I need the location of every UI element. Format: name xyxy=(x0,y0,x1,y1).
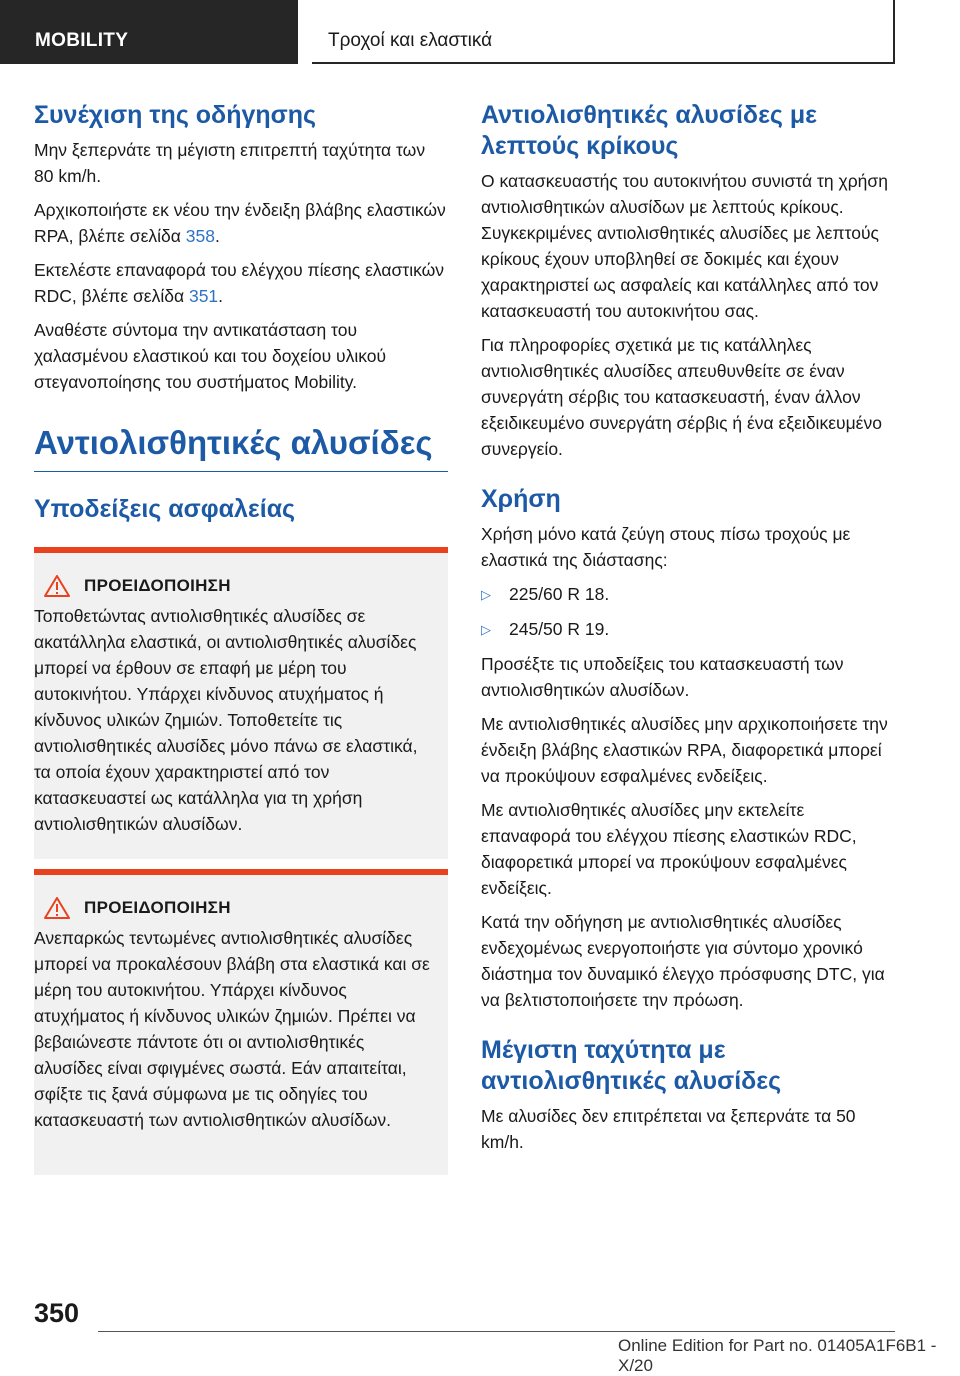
warning-box-2 xyxy=(34,869,448,1175)
warning-triangle-icon xyxy=(34,575,80,597)
list-item: ▷ 225/60 R 18. xyxy=(481,581,896,608)
chapter-title: Τροχοί και ελαστικά xyxy=(312,0,895,64)
safety-notes-heading: Υποδείξεις ασφαλείας xyxy=(34,495,296,523)
use-paragraph-5: Κατά την οδήγηση με αντιολισθητικές αλυσίδες ενδεχομένως ενεργοποιήστε για σύντομο χρονικό διάστημα τον δυναμικό έλεγχο πρόσφυσης DTC, για να βελτιστοποιήσετε την πρόωση. xyxy=(481,912,885,1010)
max-speed-heading: Μέγιστη ταχύτητα με αντιολισθητικές αλυσίδες xyxy=(481,1036,782,1095)
triangle-bullet-icon: ▷ xyxy=(481,587,491,602)
warning-header xyxy=(34,575,430,597)
thin-paragraph-2: Για πληροφορίες σχετικά με τις κατάλληλες αντιολισθητικές αλυσίδες απευθυνθείτε σε έναν συνεργάτη σέρβις του κατασκευαστή, έναν άλλον εξειδικευμένο συνεργάτη σέρβις ή ένα εξειδικευμένο συνεργείο. xyxy=(481,335,882,459)
section-tab: MOBILITY xyxy=(0,0,298,64)
footer-divider xyxy=(98,1331,895,1332)
use-paragraph-2: Προσέξτε τις υποδείξεις του κατασκευαστή των αντιολισθητικών αλυσίδων. xyxy=(481,654,844,700)
warning-title: ΠΡΟΕΙΔΟΠΟΙΗΣΗ xyxy=(84,898,231,917)
thin-link-chains-heading: Αντιολισθητικές αλυσίδες με λεπτούς κρίκους xyxy=(481,101,818,160)
continue-paragraph-1: Μην ξεπερνάτε τη μέγιστη επιτρεπτή ταχύτητα των 80 km/h. xyxy=(34,140,426,186)
warning-title: ΠΡΟΕΙΔΟΠΟΙΗΣΗ xyxy=(84,576,231,595)
speed-paragraph-1: Με αλυσίδες δεν επιτρέπεται να ξεπερνάτε τα 50 km/h. xyxy=(481,1106,856,1152)
list-item: ▷ 245/50 R 19. xyxy=(481,616,896,643)
continue-paragraph-3: Εκτελέστε επαναφορά του ελέγχου πίεσης ελαστικών RDC, βλέπε σελίδα 351. xyxy=(34,260,445,306)
continue-paragraph-2: Αρχικοποιήστε εκ νέου την ένδειξη βλάβης ελαστικών RPA, βλέπε σελίδα 358. xyxy=(34,200,446,246)
thin-paragraph-1: Ο κατασκευαστής του αυτοκινήτου συνιστά τη χρήση αντιολισθητικών αλυσίδων με λεπτούς κρίκους. Συγκεκριμένες αντιολισθητικές αλυσίδες με λεπτούς κρίκους έχουν υποβληθεί σε δοκιμές και έχουν χαρακτηριστεί ως ασφαλείς και κατάλληλες από τον κατασκευαστή του αυτοκινήτου σας. xyxy=(481,171,888,321)
continue-driving-heading: Συνέχιση της οδήγησης xyxy=(34,101,317,129)
warning-body: Τοποθετώντας αντιολισθητικές αλυσίδες σε ακατάλληλα ελαστικά, οι αντιολισθητικές αλυσίδες μπορεί να έρθουν σε επαφή με μέρη του αυτοκινήτου. Υπάρχει κίνδυνος ατυχήματος ή κίνδυνος υλικών ζημιών. Τοποθετείτε τις αντιολισθητικές αλυσίδες μόνο πάνω σε ελαστικά, τα οποία έχουν χαρακτηριστεί από τον κατασκευαστεί ως κατάλληλα για τη χρήση αντιολισθητικών αλυσίδων. xyxy=(34,606,418,834)
snow-chains-heading: Αντιολισθητικές αλυσίδες xyxy=(34,424,433,461)
page-link-351[interactable]: 351 xyxy=(188,286,219,306)
right-column xyxy=(481,100,896,1163)
warning-triangle-icon xyxy=(34,897,80,919)
warning-box-1 xyxy=(34,547,448,859)
continue-paragraph-4: Αναθέστε σύντομα την αντικατάσταση του χαλασμένου ελαστικού και του δοχείου υλικού στεγανοποίησης του συστήματος Mobility. xyxy=(34,320,387,392)
main-heading-wrap xyxy=(34,421,448,472)
page-number: 350 xyxy=(34,1298,80,1328)
use-paragraph-4: Με αντιολισθητικές αλυσίδες μην εκτελείτε επαναφορά του ελέγχου πίεσης ελαστικών RDC, διαφορετικά μπορεί να προκύψουν εσφαλμένες ενδείξεις. xyxy=(481,800,857,898)
use-paragraph-1: Χρήση μόνο κατά ζεύγη στους πίσω τροχούς με ελαστικά της διάστασης: xyxy=(481,524,851,570)
edition-text: Online Edition for Part no. 01405A1F6B1 - X/20 xyxy=(618,1336,937,1375)
page-link-358[interactable]: 358 xyxy=(185,226,215,246)
left-column xyxy=(34,100,448,1175)
triangle-bullet-icon: ▷ xyxy=(481,622,491,637)
use-paragraph-3: Με αντιολισθητικές αλυσίδες μην αρχικοποιήσετε την ένδειξη βλάβης ελαστικών RPA, διαφορετικά μπορεί να προκύψουν εσφαλμένες ενδείξεις. xyxy=(481,714,888,786)
warning-body: Ανεπαρκώς τεντωμένες αντιολισθητικές αλυσίδες μπορεί να προκαλέσουν βλάβη στα ελαστικά και σε μέρη του αυτοκινήτου. Υπάρχει κίνδυνος ατυχήματος ή κίνδυνος υλικών ζημιών. Πρέπει να βεβαιώνεστε πάντοτε ότι οι αντιολισθητικές αλυσίδες είναι σφιγμένες σωστά. Εάν απαιτείται, σφίξτε τις ξανά σύμφωνα με τις οδηγίες του κατασκευαστή των αντιολισθητικών αλυσίδων. xyxy=(34,928,430,1130)
use-heading: Χρήση xyxy=(481,485,561,513)
warning-header xyxy=(34,897,430,919)
